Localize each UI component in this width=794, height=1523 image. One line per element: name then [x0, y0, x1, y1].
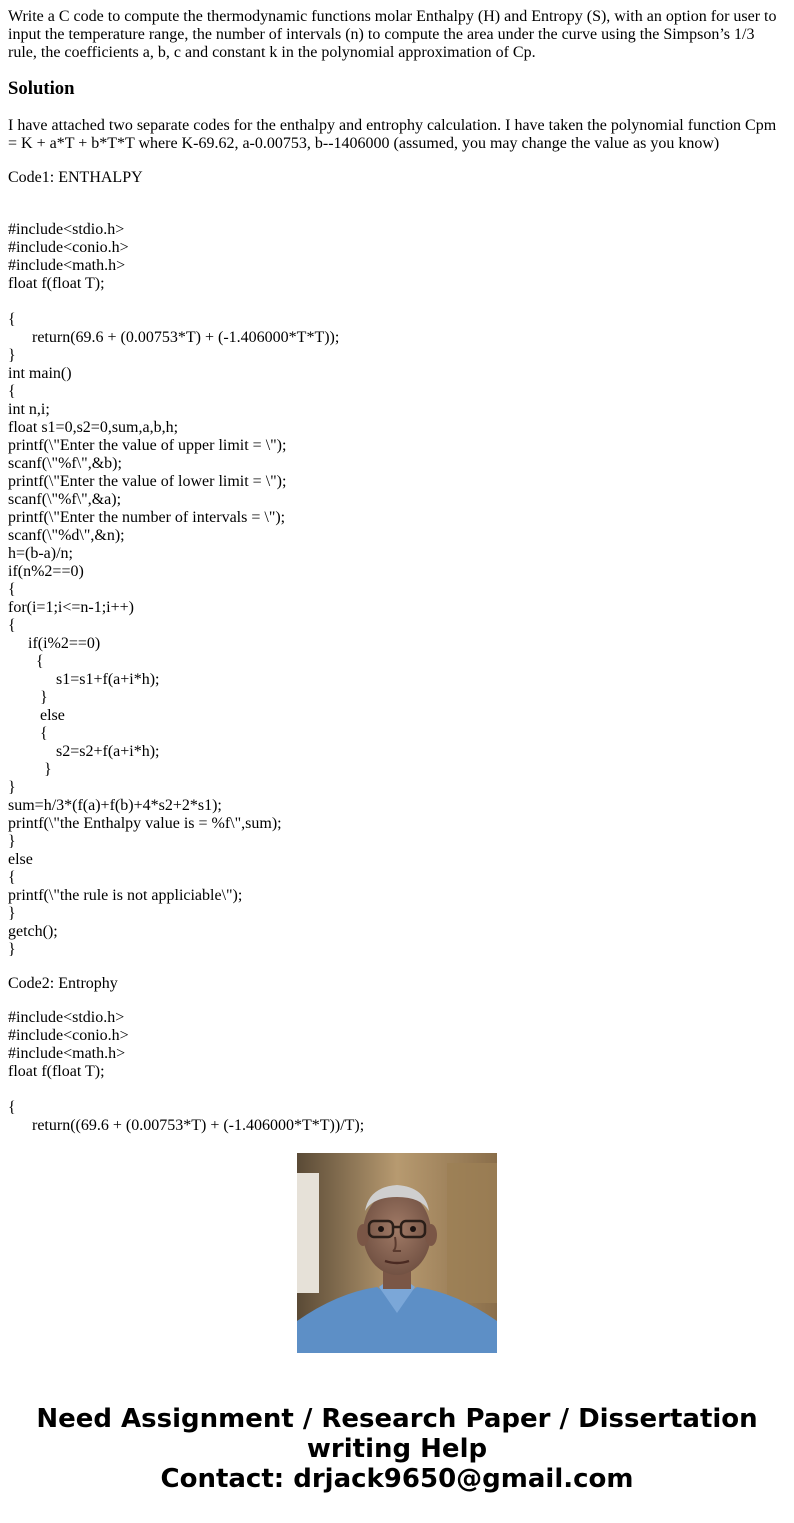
- code1-line: [8, 293, 786, 311]
- code2-line: [8, 1081, 786, 1099]
- promo-banner: [0, 1404, 794, 1494]
- banner-line-2: writing Help: [306, 1434, 488, 1464]
- code2-line: #include<math.h>: [8, 1045, 126, 1062]
- code1-line: {: [8, 383, 16, 400]
- code1-label: Code1: ENTHALPY: [8, 169, 143, 186]
- code1-line: {: [8, 617, 16, 634]
- code1-line: }: [8, 347, 16, 364]
- code1-line: sum=h/3*(f(a)+f(b)+4*s2+2*s1);: [8, 797, 222, 814]
- code1-line: #include<conio.h>: [8, 239, 129, 256]
- code1-line: printf(\"Enter the value of upper limit = \");: [8, 437, 287, 454]
- code1-line: return(69.6 + (0.00753*T) + (-1.406000*T*T));: [8, 329, 340, 346]
- code1-line: }: [8, 905, 16, 922]
- code1-line: if(n%2==0): [8, 563, 84, 580]
- solution-heading: Solution: [8, 78, 75, 99]
- code1-line: }: [8, 761, 52, 778]
- code1-line: h=(b-a)/n;: [8, 545, 73, 562]
- code1-line: {: [8, 653, 44, 670]
- code1-line: for(i=1;i<=n-1;i++): [8, 599, 134, 616]
- code1-line: printf(\"the rule is not appliciable\");: [8, 887, 243, 904]
- code2-line: {: [8, 1099, 16, 1116]
- code1-line: getch();: [8, 923, 58, 940]
- code1-line: {: [8, 581, 16, 598]
- code1-line: }: [8, 689, 48, 706]
- code1-line: s1=s1+f(a+i*h);: [8, 671, 160, 688]
- code1-line: printf(\"Enter the value of lower limit = \");: [8, 473, 287, 490]
- code2-line: return((69.6 + (0.00753*T) + (-1.406000*T*T))/T);: [8, 1117, 365, 1134]
- code1-line: s2=s2+f(a+i*h);: [8, 743, 160, 760]
- code2-line: float f(float T);: [8, 1063, 105, 1080]
- intro-paragraph: I have attached two separate codes for the enthalpy and entrophy calculation. I have taken the polynomial function Cpm = K + a*T + b*T*T where K-69.62, a-0.00753, b--1406000 (assumed, you may change the value as you know): [8, 117, 777, 152]
- code1-line: #include<math.h>: [8, 257, 126, 274]
- code2-line: #include<stdio.h>: [8, 1009, 125, 1026]
- question-text: Write a C code to compute the thermodynamic functions molar Enthalpy (H) and Entropy (S), with an option for user to input the temperature range, the number of intervals (n) to compute the area under the curve using the Simpson’s 1/3 rule, the coefficients a, b, c and constant k in the polynomial approximation of Cp.: [8, 8, 777, 61]
- code1-line: if(i%2==0): [8, 635, 101, 652]
- code1-line: scanf(\"%f\",&a);: [8, 491, 122, 508]
- code1-block: [8, 221, 786, 959]
- code1-line: }: [8, 779, 16, 796]
- code1-line: scanf(\"%d\",&n);: [8, 527, 125, 544]
- code2-block: [8, 1009, 786, 1135]
- code1-line: #include<stdio.h>: [8, 221, 125, 238]
- portrait-image: [297, 1153, 497, 1353]
- code1-line: printf(\"the Enthalpy value is = %f\",sum);: [8, 815, 282, 832]
- code1-line: else: [8, 707, 65, 724]
- banner-contact: Contact: drjack9650@gmail.com: [160, 1464, 634, 1494]
- code1-line: int n,i;: [8, 401, 50, 418]
- code1-line: }: [8, 941, 16, 958]
- code1-line: scanf(\"%f\",&b);: [8, 455, 122, 472]
- code1-line: printf(\"Enter the number of intervals = \");: [8, 509, 286, 526]
- code1-line: float s1=0,s2=0,sum,a,b,h;: [8, 419, 179, 436]
- code1-line: {: [8, 311, 16, 328]
- code2-line: #include<conio.h>: [8, 1027, 129, 1044]
- author-photo: [297, 1153, 497, 1353]
- code1-line: {: [8, 725, 48, 742]
- code1-line: }: [8, 833, 16, 850]
- code1-line: {: [8, 869, 16, 886]
- code1-line: int main(): [8, 365, 72, 382]
- code1-line: float f(float T);: [8, 275, 105, 292]
- document-body: [8, 0, 786, 1134]
- banner-line-1: Need Assignment / Research Paper / Dissertation: [36, 1404, 758, 1434]
- code1-line: else: [8, 851, 33, 868]
- code2-label: Code2: Entrophy: [8, 975, 118, 992]
